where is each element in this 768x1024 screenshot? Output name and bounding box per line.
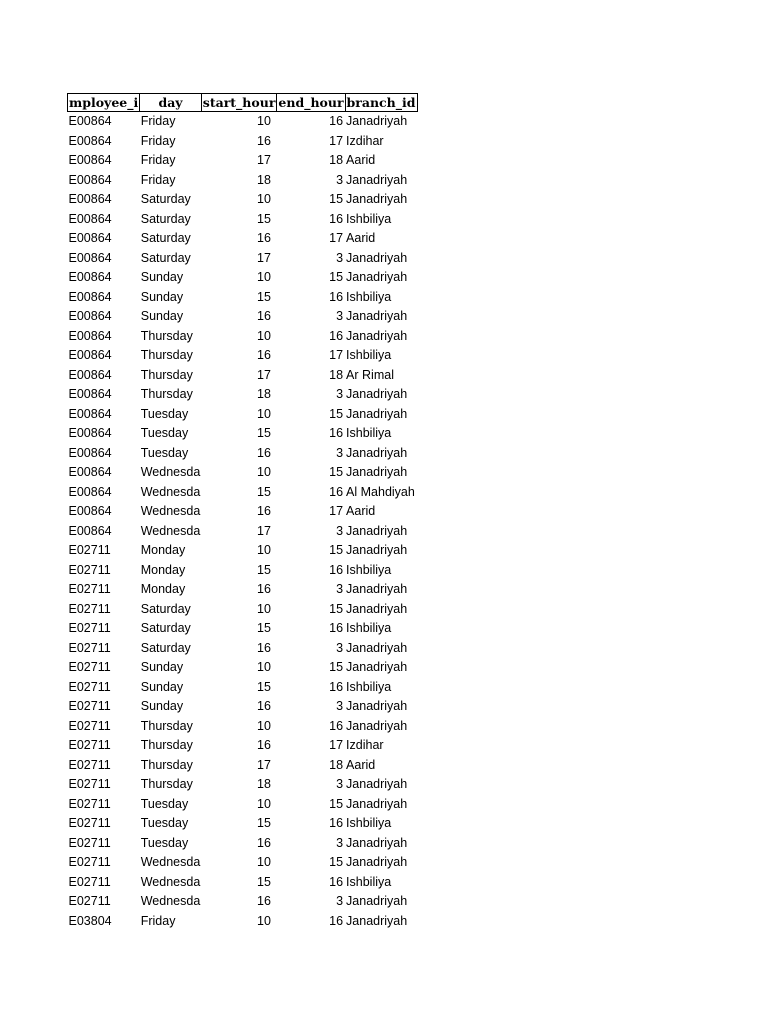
cell-employee-id: E02711 xyxy=(68,699,111,713)
cell-branch-id: Ishbiliya xyxy=(346,348,392,362)
cell-branch-id: Janadriyah xyxy=(346,640,408,655)
cell-branch-id: Janadriyah xyxy=(346,406,408,421)
cell-employee-id: E02711 xyxy=(68,777,111,791)
cell-branch-id: Janadriyah xyxy=(346,309,408,323)
cell-employee-id: E02711 xyxy=(68,660,111,674)
cell-day: Thursday xyxy=(140,757,193,772)
cell-employee-id: E00864 xyxy=(68,328,112,343)
cell-branch-id: Ishbiliya xyxy=(346,621,392,635)
cell-end-hour: 17 xyxy=(329,231,344,245)
table-row xyxy=(68,502,418,522)
cell-end-hour: 3 xyxy=(336,582,344,596)
table-row xyxy=(68,600,418,620)
table-row xyxy=(68,912,418,932)
cell-start-hour: 16 xyxy=(257,894,271,908)
table-row xyxy=(68,151,418,171)
cell-start-hour: 15 xyxy=(257,484,271,499)
table-row xyxy=(68,775,418,795)
cell-start-hour: 16 xyxy=(257,309,271,323)
cell-end-hour: 3 xyxy=(336,640,344,655)
cell-start-hour: 16 xyxy=(257,504,271,518)
cell-day: Friday xyxy=(140,913,176,928)
cell-end-hour: 3 xyxy=(336,777,344,791)
cell-employee-id: E00864 xyxy=(68,504,112,518)
cell-branch-id: Ishbiliya xyxy=(346,211,392,226)
cell-employee-id: E00864 xyxy=(68,387,112,401)
table-row xyxy=(68,268,418,288)
cell-end-hour: 17 xyxy=(329,348,344,362)
table-row xyxy=(68,444,418,464)
table-row xyxy=(68,834,418,854)
cell-employee-id: E02711 xyxy=(68,718,111,733)
cell-start-hour: 15 xyxy=(257,426,271,440)
cell-end-hour: 16 xyxy=(329,679,344,694)
cell-day: Tuesday xyxy=(140,796,189,811)
cell-start-hour: 18 xyxy=(257,777,271,791)
column-header-employee-id: mployee_i xyxy=(69,95,139,110)
table-row xyxy=(68,229,418,249)
cell-end-hour: 16 xyxy=(329,562,344,577)
cell-employee-id: E02711 xyxy=(68,738,111,752)
cell-day: Wednesda xyxy=(140,504,201,518)
cell-end-hour: 18 xyxy=(329,153,344,167)
cell-branch-id: Janadriyah xyxy=(346,894,408,908)
cell-employee-id: E02711 xyxy=(68,855,111,869)
table-row xyxy=(68,385,418,405)
cell-start-hour: 17 xyxy=(257,153,271,167)
header-row xyxy=(68,94,418,112)
cell-branch-id: Aarid xyxy=(346,504,376,518)
cell-end-hour: 3 xyxy=(336,172,344,187)
cell-start-hour: 10 xyxy=(257,913,271,928)
cell-employee-id: E02711 xyxy=(68,640,111,655)
cell-day: Wednesda xyxy=(140,855,201,869)
table-row xyxy=(68,658,418,678)
cell-branch-id: Janadriyah xyxy=(346,913,408,928)
cell-employee-id: E00864 xyxy=(68,250,112,265)
cell-day: Thursday xyxy=(140,738,193,752)
cell-day: Wednesda xyxy=(140,874,201,889)
cell-day: Thursday xyxy=(140,777,193,791)
cell-start-hour: 16 xyxy=(257,133,271,148)
cell-day: Sunday xyxy=(140,679,184,694)
cell-day: Monday xyxy=(140,543,186,557)
cell-end-hour: 15 xyxy=(329,465,344,479)
table-row xyxy=(68,697,418,717)
cell-branch-id: Janadriyah xyxy=(346,660,408,674)
cell-day: Saturday xyxy=(140,621,191,635)
cell-branch-id: Ishbiliya xyxy=(346,874,392,889)
cell-start-hour: 10 xyxy=(257,718,271,733)
cell-start-hour: 10 xyxy=(257,465,271,479)
cell-start-hour: 10 xyxy=(257,406,271,421)
cell-branch-id: Janadriyah xyxy=(346,699,408,713)
cell-employee-id: E02711 xyxy=(68,874,111,889)
cell-end-hour: 15 xyxy=(329,406,344,421)
cell-end-hour: 15 xyxy=(329,796,344,811)
table-row xyxy=(68,814,418,834)
cell-branch-id: Ishbiliya xyxy=(346,679,392,694)
cell-end-hour: 16 xyxy=(329,289,344,304)
cell-employee-id: E02711 xyxy=(68,562,111,577)
cell-branch-id: Ishbiliya xyxy=(346,289,392,304)
table-row xyxy=(68,853,418,873)
table-row xyxy=(68,288,418,308)
cell-start-hour: 17 xyxy=(257,250,271,265)
cell-end-hour: 16 xyxy=(329,874,344,889)
cell-branch-id: Janadriyah xyxy=(346,601,408,616)
cell-branch-id: Izdihar xyxy=(346,738,384,752)
cell-end-hour: 3 xyxy=(336,894,344,908)
cell-day: Monday xyxy=(140,562,186,577)
cell-start-hour: 10 xyxy=(257,192,271,206)
cell-branch-id: Janadriyah xyxy=(346,835,408,850)
cell-branch-id: Janadriyah xyxy=(346,543,408,557)
cell-employee-id: E00864 xyxy=(68,445,112,460)
column-header-start-hour: start_hour xyxy=(202,95,276,110)
cell-branch-id: Janadriyah xyxy=(346,796,408,811)
cell-day: Friday xyxy=(140,153,176,167)
cell-start-hour: 16 xyxy=(257,738,271,752)
cell-day: Tuesday xyxy=(140,816,189,830)
cell-employee-id: E00864 xyxy=(68,426,112,440)
cell-start-hour: 10 xyxy=(257,796,271,811)
cell-employee-id: E00864 xyxy=(68,231,112,245)
cell-start-hour: 17 xyxy=(257,757,271,772)
table-row xyxy=(68,190,418,210)
cell-branch-id: Aarid xyxy=(346,153,376,167)
cell-day: Tuesday xyxy=(140,835,189,850)
table-row xyxy=(68,346,418,366)
cell-employee-id: E02711 xyxy=(68,796,111,811)
cell-branch-id: Janadriyah xyxy=(346,250,408,265)
table-row xyxy=(68,639,418,659)
cell-start-hour: 15 xyxy=(257,289,271,304)
cell-start-hour: 17 xyxy=(257,523,271,538)
cell-start-hour: 10 xyxy=(257,328,271,343)
cell-employee-id: E00864 xyxy=(68,114,112,128)
cell-start-hour: 10 xyxy=(257,543,271,557)
cell-end-hour: 3 xyxy=(336,387,344,401)
cell-branch-id: Ar Rimal xyxy=(346,367,394,382)
cell-day: Friday xyxy=(140,133,176,148)
cell-day: Sunday xyxy=(140,270,184,284)
cell-employee-id: E02711 xyxy=(68,601,111,616)
cell-branch-id: Janadriyah xyxy=(346,718,408,733)
cell-start-hour: 16 xyxy=(257,348,271,362)
cell-start-hour: 16 xyxy=(257,640,271,655)
table-body xyxy=(68,112,418,932)
column-header-day: day xyxy=(140,94,202,112)
column-header-branch-id: branch_id xyxy=(346,95,416,110)
cell-end-hour: 16 xyxy=(329,328,344,343)
cell-day: Sunday xyxy=(140,699,184,713)
cell-start-hour: 10 xyxy=(257,114,271,128)
cell-day: Saturday xyxy=(140,192,191,206)
cell-day: Monday xyxy=(140,582,186,596)
table-row xyxy=(68,132,418,152)
table-row xyxy=(68,580,418,600)
table-row xyxy=(68,307,418,327)
cell-day: Thursday xyxy=(140,348,193,362)
cell-end-hour: 17 xyxy=(329,133,344,148)
cell-day: Saturday xyxy=(140,601,191,616)
cell-start-hour: 16 xyxy=(257,699,271,713)
cell-end-hour: 16 xyxy=(329,718,344,733)
cell-day: Thursday xyxy=(140,328,193,343)
table-row xyxy=(68,756,418,776)
cell-employee-id: E00864 xyxy=(68,367,112,382)
cell-branch-id: Janadriyah xyxy=(346,270,408,284)
cell-start-hour: 18 xyxy=(257,387,271,401)
table-row xyxy=(68,619,418,639)
cell-start-hour: 10 xyxy=(257,660,271,674)
cell-branch-id: Janadriyah xyxy=(346,523,408,538)
cell-employee-id: E02711 xyxy=(68,679,111,694)
cell-employee-id: E00864 xyxy=(68,289,112,304)
table-row xyxy=(68,678,418,698)
cell-day: Thursday xyxy=(140,718,193,733)
cell-end-hour: 17 xyxy=(329,738,344,752)
cell-branch-id: Janadriyah xyxy=(346,855,408,869)
cell-end-hour: 15 xyxy=(329,543,344,557)
cell-start-hour: 15 xyxy=(257,874,271,889)
cell-day: Saturday xyxy=(140,211,191,226)
cell-start-hour: 18 xyxy=(257,172,271,187)
cell-start-hour: 15 xyxy=(257,621,271,635)
cell-end-hour: 18 xyxy=(329,757,344,772)
table-header xyxy=(68,94,418,112)
cell-start-hour: 16 xyxy=(257,231,271,245)
cell-branch-id: Janadriyah xyxy=(346,192,408,206)
cell-end-hour: 3 xyxy=(336,309,344,323)
table-row xyxy=(68,171,418,191)
cell-day: Saturday xyxy=(140,250,191,265)
cell-employee-id: E00864 xyxy=(68,270,112,284)
cell-day: Saturday xyxy=(140,231,191,245)
table-row xyxy=(68,483,418,503)
cell-employee-id: E00864 xyxy=(68,172,112,187)
cell-start-hour: 10 xyxy=(257,855,271,869)
cell-start-hour: 15 xyxy=(257,211,271,226)
cell-branch-id: Ishbiliya xyxy=(346,816,392,830)
schedule-table xyxy=(67,93,418,931)
column-header-end-hour: end_hour xyxy=(278,95,344,110)
cell-end-hour: 3 xyxy=(336,523,344,538)
cell-day: Wednesda xyxy=(140,523,201,538)
table-row xyxy=(68,717,418,737)
cell-day: Friday xyxy=(140,114,176,128)
cell-end-hour: 16 xyxy=(329,621,344,635)
cell-branch-id: Janadriyah xyxy=(346,172,408,187)
cell-branch-id: Janadriyah xyxy=(346,328,408,343)
table-row xyxy=(68,366,418,386)
table-row xyxy=(68,892,418,912)
cell-day: Wednesda xyxy=(140,484,201,499)
cell-employee-id: E02711 xyxy=(68,757,111,772)
cell-employee-id: E00864 xyxy=(68,465,112,479)
table-row xyxy=(68,405,418,425)
cell-end-hour: 17 xyxy=(329,504,344,518)
cell-end-hour: 16 xyxy=(329,913,344,928)
cell-start-hour: 16 xyxy=(257,582,271,596)
cell-branch-id: Janadriyah xyxy=(346,387,408,401)
cell-branch-id: Janadriyah xyxy=(346,582,408,596)
cell-end-hour: 16 xyxy=(329,484,344,499)
table-row xyxy=(68,736,418,756)
cell-day: Sunday xyxy=(140,309,184,323)
cell-employee-id: E00864 xyxy=(68,484,112,499)
cell-branch-id: Janadriyah xyxy=(346,465,408,479)
cell-day: Sunday xyxy=(140,289,184,304)
table-row xyxy=(68,424,418,444)
cell-end-hour: 16 xyxy=(329,114,344,128)
cell-start-hour: 16 xyxy=(257,445,271,460)
cell-start-hour: 15 xyxy=(257,679,271,694)
cell-start-hour: 10 xyxy=(257,601,271,616)
cell-end-hour: 3 xyxy=(336,699,344,713)
cell-start-hour: 15 xyxy=(257,562,271,577)
cell-end-hour: 3 xyxy=(336,445,344,460)
cell-end-hour: 15 xyxy=(329,855,344,869)
cell-branch-id: Aarid xyxy=(346,757,376,772)
cell-branch-id: Ishbiliya xyxy=(346,426,392,440)
table-row xyxy=(68,210,418,230)
cell-employee-id: E02711 xyxy=(68,816,111,830)
cell-employee-id: E00864 xyxy=(68,523,112,538)
cell-employee-id: E00864 xyxy=(68,348,112,362)
cell-branch-id: Janadriyah xyxy=(346,777,408,791)
cell-day: Wednesda xyxy=(140,894,201,908)
cell-branch-id: Aarid xyxy=(346,231,376,245)
cell-end-hour: 3 xyxy=(336,250,344,265)
cell-start-hour: 10 xyxy=(257,270,271,284)
cell-branch-id: Al Mahdiyah xyxy=(346,484,415,499)
cell-end-hour: 15 xyxy=(329,601,344,616)
cell-day: Sunday xyxy=(140,660,184,674)
cell-day: Friday xyxy=(140,172,176,187)
cell-employee-id: E00864 xyxy=(68,153,112,167)
table-row xyxy=(68,795,418,815)
cell-employee-id: E00864 xyxy=(68,406,112,421)
cell-day: Tuesday xyxy=(140,426,189,440)
table-row xyxy=(68,249,418,269)
cell-branch-id: Ishbiliya xyxy=(346,562,392,577)
cell-employee-id: E02711 xyxy=(68,582,111,596)
cell-end-hour: 15 xyxy=(329,192,344,206)
cell-branch-id: Izdihar xyxy=(346,133,384,148)
cell-employee-id: E00864 xyxy=(68,192,112,206)
cell-start-hour: 15 xyxy=(257,816,271,830)
cell-day: Thursday xyxy=(140,387,193,401)
cell-day: Tuesday xyxy=(140,445,189,460)
cell-day: Wednesda xyxy=(140,465,201,479)
cell-end-hour: 15 xyxy=(329,270,344,284)
cell-employee-id: E02711 xyxy=(68,835,111,850)
cell-employee-id: E00864 xyxy=(68,133,112,148)
cell-employee-id: E02711 xyxy=(68,543,111,557)
cell-day: Saturday xyxy=(140,640,191,655)
table-row xyxy=(68,112,418,132)
cell-day: Thursday xyxy=(140,367,193,382)
cell-branch-id: Janadriyah xyxy=(346,445,408,460)
cell-start-hour: 16 xyxy=(257,835,271,850)
cell-end-hour: 18 xyxy=(329,367,344,382)
table-row xyxy=(68,463,418,483)
cell-employee-id: E02711 xyxy=(68,621,111,635)
cell-employee-id: E00864 xyxy=(68,211,112,226)
cell-end-hour: 16 xyxy=(329,426,344,440)
cell-end-hour: 16 xyxy=(329,816,344,830)
cell-employee-id: E00864 xyxy=(68,309,112,323)
cell-end-hour: 16 xyxy=(329,211,344,226)
cell-day: Tuesday xyxy=(140,406,189,421)
cell-employee-id: E02711 xyxy=(68,894,111,908)
cell-start-hour: 17 xyxy=(257,367,271,382)
table-row xyxy=(68,873,418,893)
table-row xyxy=(68,561,418,581)
cell-branch-id: Janadriyah xyxy=(346,114,408,128)
cell-end-hour: 3 xyxy=(336,835,344,850)
cell-end-hour: 15 xyxy=(329,660,344,674)
table-row xyxy=(68,522,418,542)
cell-employee-id: E03804 xyxy=(68,913,112,928)
table-row xyxy=(68,541,418,561)
table-row xyxy=(68,327,418,347)
